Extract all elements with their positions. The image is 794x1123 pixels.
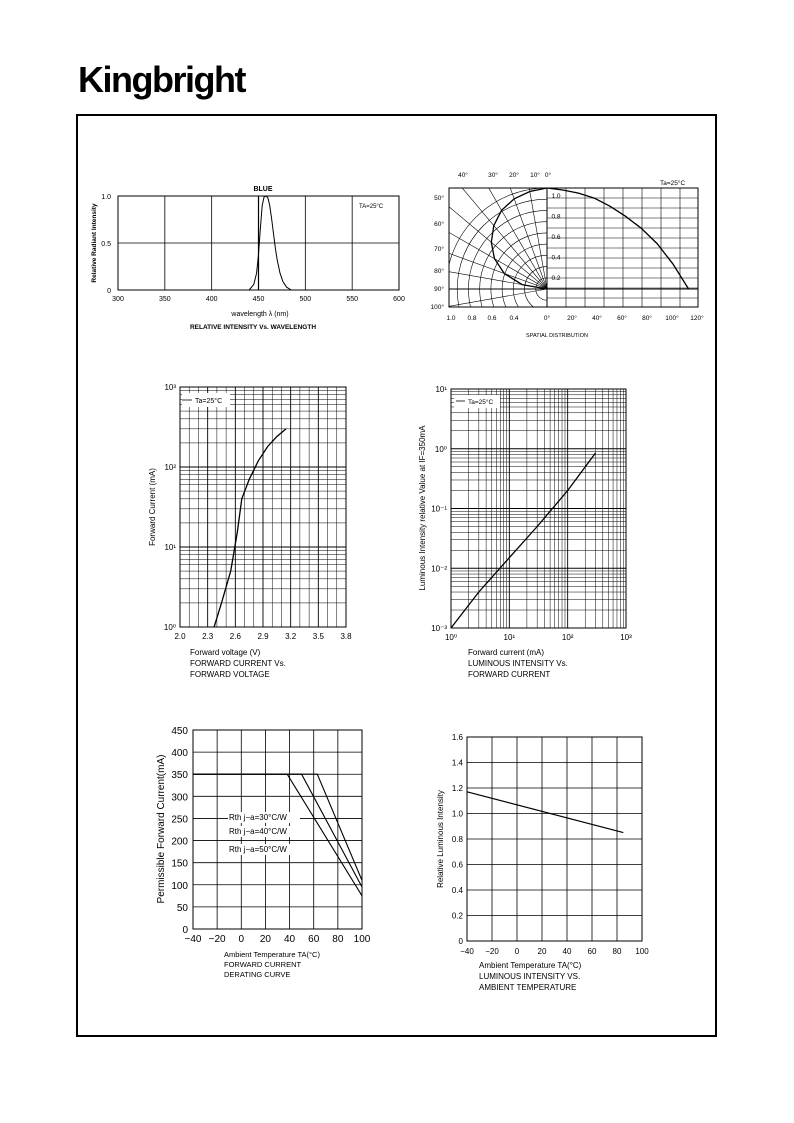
x-tick-label: 0: [238, 934, 245, 945]
x-tick-label: 10³: [620, 633, 632, 642]
y-tick-label: 10⁻²: [431, 564, 447, 574]
temperature-curve: [467, 792, 623, 833]
y-tick-label: 10²: [164, 463, 176, 472]
y-tick-label: 0.8: [451, 835, 463, 844]
chart-caption: LUMINOUS INTENSITY VS.: [479, 972, 581, 981]
y-axis-label: Relative Radiant Intensity: [91, 203, 98, 283]
angle-label-left: 60°: [434, 221, 444, 228]
chart-caption: DERATING CURVE: [224, 970, 291, 979]
x-tick-label: 80: [612, 947, 622, 956]
chart-caption: LUMINOUS INTENSITY Vs.: [468, 659, 568, 668]
y-tick-label: 1.0: [101, 194, 111, 201]
x-tick-label: 10¹: [503, 633, 516, 642]
x-tick-label: 500: [299, 296, 312, 303]
x-tick-label: −20: [485, 947, 499, 956]
y-tick-label: 10³: [164, 383, 176, 392]
angle-label-left: 80°: [434, 268, 444, 275]
x-tick-label: 3.8: [340, 632, 352, 641]
x-tick-label: 450: [252, 296, 265, 303]
x-tick-right: 40°: [592, 315, 602, 322]
x-tick-right: 120°: [690, 315, 704, 322]
rel-y-tick: 0.6: [551, 234, 561, 241]
rel-y-tick: 1.0: [551, 193, 561, 200]
y-tick-label: 10⁻¹: [431, 504, 447, 514]
x-tick-label: 2.6: [229, 632, 241, 641]
chart-title: BLUE: [253, 186, 273, 193]
chart-caption: FORWARD CURRENT: [468, 670, 551, 679]
y-tick-label: 100: [171, 880, 188, 892]
angle-label-top: 10°: [530, 172, 540, 179]
radial-label: 0.8: [467, 315, 477, 322]
x-tick-label: 40: [562, 947, 572, 956]
chart-luminous-vs-temperature: [436, 733, 649, 992]
y-axis-label: Permissible Forward Current(mA): [156, 754, 167, 904]
y-tick-label: 0.6: [451, 860, 463, 870]
x-tick-label: 20: [537, 947, 547, 956]
chart-caption: FORWARD VOLTAGE: [190, 670, 270, 679]
x-tick-right: 20°: [567, 315, 577, 322]
y-tick-label: 0: [107, 288, 111, 295]
y-tick-label: 150: [171, 858, 188, 870]
chart-caption: SPATIAL DISTRIBUTION: [526, 333, 588, 339]
x-axis-label: wavelength λ (nm): [231, 311, 289, 318]
legend-label: Rth j−a=30°C/W: [229, 813, 287, 822]
x-axis-label: Ambient Temperature TA(°C): [224, 950, 320, 959]
polar-grid: [416, 160, 648, 390]
chart-relative-intensity: [91, 186, 405, 331]
temperature-annotation: TA=25°C: [359, 204, 384, 210]
x-tick-label: 0: [514, 947, 520, 956]
x-tick-label: −20: [208, 934, 226, 945]
y-tick-label: 1.0: [451, 809, 463, 819]
y-axis-label: Luminous Intensity relative Value at IF=350mA: [418, 425, 427, 591]
y-tick-label: 1.6: [451, 733, 463, 742]
x-axis-label: Forward voltage (V): [190, 648, 261, 657]
y-tick-label: 0.5: [101, 241, 111, 248]
y-tick-label: 400: [171, 748, 188, 760]
y-tick-label: 10¹: [435, 385, 447, 394]
y-tick-label: 10⁰: [434, 444, 447, 454]
y-tick-label: 0.4: [451, 886, 463, 895]
x-tick-label: 10²: [561, 633, 574, 642]
x-axis-label: Forward current (mA): [468, 648, 545, 657]
y-tick-label: 0.2: [451, 911, 463, 921]
temperature-annotation: Ta=25°C: [468, 399, 494, 406]
chart-current-derating: [156, 726, 371, 979]
y-tick-label: 250: [171, 814, 188, 826]
iv-curve: [214, 429, 286, 627]
angle-label-top: 20°: [509, 172, 519, 179]
y-tick-label: 1.2: [451, 784, 463, 793]
rel-y-tick: 0.2: [551, 275, 561, 282]
radial-label: 0.6: [487, 315, 497, 322]
x-tick-label: 300: [112, 296, 124, 303]
x-tick-label: 100: [635, 947, 649, 956]
y-tick-label: 200: [171, 836, 188, 848]
chart-caption: FORWARD CURRENT Vs.: [190, 659, 286, 668]
angle-label-left: 50°: [434, 195, 444, 202]
y-tick-label: 10⁰: [163, 623, 176, 632]
x-tick-right: 60°: [617, 315, 627, 322]
luminous-curve: [451, 453, 596, 628]
rect-pattern-curve: [547, 188, 689, 289]
y-tick-label: 50: [176, 902, 188, 914]
x-tick-label: 60: [308, 934, 320, 945]
x-tick-label: 400: [205, 296, 218, 303]
y-axis-label: Relative Luminous Intensity: [436, 790, 445, 888]
radial-label: 0.4: [509, 315, 519, 322]
angle-label-top: 40°: [458, 172, 468, 179]
angle-label-top: 0°: [544, 172, 552, 179]
x-axis-label: Ambient Temperature TA(°C): [479, 961, 582, 970]
y-axis-label: Forward Current (mA): [148, 468, 157, 546]
x-tick-label: −40: [460, 947, 474, 956]
radial-label: 1.0: [446, 315, 456, 322]
x-tick-label: 350: [158, 296, 171, 303]
legend-label: Rth j−a=40°C/W: [229, 827, 287, 836]
chart-spatial-distribution: [416, 160, 704, 390]
x-tick-right: 0°: [543, 315, 551, 322]
x-tick-label: 550: [346, 296, 359, 303]
rel-y-tick: 0.8: [551, 213, 561, 221]
x-tick-right: 80°: [642, 315, 652, 322]
x-tick-label: 60: [587, 947, 597, 956]
rel-y-tick: 0.4: [551, 254, 561, 262]
temperature-annotation: Ta=25°C: [195, 398, 223, 405]
x-tick-label: −40: [184, 934, 202, 945]
temperature-annotation: Ta=25°C: [660, 180, 686, 187]
x-tick-label: 80: [332, 934, 344, 945]
legend-label: Rth j−a=50°C/W: [229, 845, 287, 854]
y-tick-label: 300: [171, 792, 188, 804]
polar-pattern-curve: [491, 188, 547, 289]
x-tick-label: 2.3: [202, 632, 214, 641]
x-tick-label: 600: [393, 296, 405, 303]
x-tick-label: 10⁰: [444, 633, 458, 642]
chart-caption: FORWARD CURRENT: [224, 960, 302, 969]
x-tick-label: 20: [259, 934, 271, 945]
chart-forward-current-voltage: [148, 383, 352, 679]
chart-luminous-vs-current: [418, 385, 632, 679]
x-tick-label: 3.2: [285, 632, 297, 641]
x-tick-label: 2.9: [257, 632, 269, 641]
angle-label-left: 90°: [434, 286, 444, 293]
y-tick-label: 10¹: [164, 543, 176, 552]
angle-label-top: 30°: [488, 172, 498, 179]
y-tick-label: 0: [458, 937, 463, 946]
chart-caption: RELATIVE INTENSITY Vs. WAVELENGTH: [189, 324, 317, 331]
x-tick-label: 100: [353, 934, 371, 945]
y-tick-label: 1.4: [451, 758, 463, 768]
x-tick-label: 40: [284, 934, 296, 945]
y-tick-label: 450: [171, 726, 188, 737]
y-tick-label: 10⁻³: [431, 624, 447, 633]
angle-label-left: 100°: [430, 304, 444, 311]
x-tick-label: 3.5: [312, 632, 324, 641]
brand-logo: Kingbright: [78, 59, 245, 100]
angle-label-left: 70°: [434, 246, 444, 253]
chart-caption: AMBIENT TEMPERATURE: [479, 983, 577, 992]
y-tick-label: 0: [182, 925, 188, 936]
y-tick-label: 350: [171, 770, 188, 782]
x-tick-right: 100°: [665, 315, 679, 322]
x-tick-label: 2.0: [174, 632, 186, 641]
